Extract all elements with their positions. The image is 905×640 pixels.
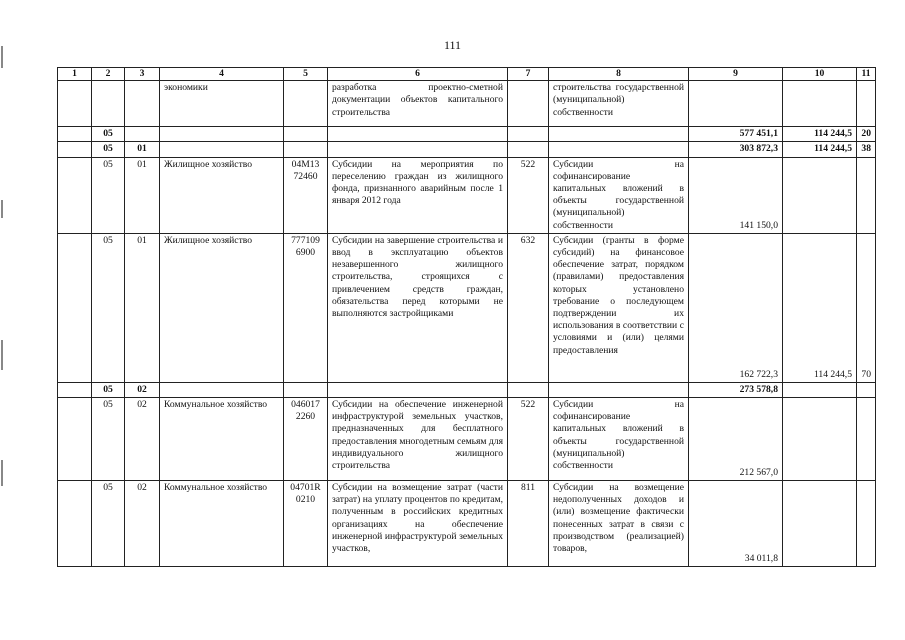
expense-type-text-cell: Субсидии на софинансирование капитальных вложений в объекты государственной (муниципальной) собственности [549, 398, 689, 481]
table-header-row [58, 68, 876, 81]
amount-2026-cell: 70 [857, 233, 876, 382]
amount-2024-cell: 577 451,1 [689, 127, 783, 142]
target-code-cell [284, 127, 328, 142]
sector-name-cell [160, 382, 284, 397]
table-row [58, 481, 876, 567]
expense-type-text-cell [549, 142, 689, 157]
purpose-text-cell: разработка проектно-сметной документации объектов капитального строительства [328, 81, 508, 127]
sector-name-cell: Жилищное хозяйство [160, 233, 284, 382]
expense-type-code-cell [508, 127, 549, 142]
header-cell: 10 [783, 68, 857, 81]
section-code-cell: 05 [92, 398, 125, 481]
header-cell: 3 [125, 68, 160, 81]
amount-2025-cell: 114 244,5 [783, 233, 857, 382]
amount-2024-cell: 212 567,0 [689, 398, 783, 481]
expense-type-code-cell [508, 382, 549, 397]
header-cell: 7 [508, 68, 549, 81]
amount-2025-cell [783, 481, 857, 567]
sector-name-cell [160, 127, 284, 142]
table-row [58, 142, 876, 157]
subsection-code-cell [125, 81, 160, 127]
amount-2026-cell: 38 [857, 142, 876, 157]
subsection-code-cell [125, 127, 160, 142]
amount-2026-cell [857, 481, 876, 567]
amount-2026-cell [857, 81, 876, 127]
binding-marks [0, 40, 6, 640]
purpose-text-cell [328, 142, 508, 157]
purpose-text-cell: Субсидии на обеспечение инженерной инфраструктурой земельных участков, предназначенных для бесплатного предоставления многодетным семьям для индивидуального жилищного строительства [328, 398, 508, 481]
section-code-cell [92, 81, 125, 127]
row-number-cell [58, 81, 92, 127]
purpose-text-cell [328, 382, 508, 397]
subsection-code-cell: 01 [125, 142, 160, 157]
expense-type-code-cell: 632 [508, 233, 549, 382]
subsection-code-cell: 02 [125, 481, 160, 567]
sector-name-cell: экономики [160, 81, 284, 127]
header-cell: 11 [857, 68, 876, 81]
table-row [58, 81, 876, 127]
purpose-text-cell: Субсидии на завершение строительства и ввод в эксплуатацию объектов незавершенного жилищного строительства, строящихся с привлечением средств граждан, обязательства перед которыми не выполняются застройщиками [328, 233, 508, 382]
row-number-cell [58, 398, 92, 481]
amount-2026-cell: 20 [857, 127, 876, 142]
expense-type-text-cell: строительства государственной (муниципальной) собственности [549, 81, 689, 127]
purpose-text-cell [328, 127, 508, 142]
row-number-cell [58, 382, 92, 397]
expense-type-text-cell [549, 382, 689, 397]
amount-2025-cell [783, 157, 857, 233]
expense-type-code-cell [508, 142, 549, 157]
sector-name-cell: Коммунальное хозяйство [160, 481, 284, 567]
row-number-cell [58, 233, 92, 382]
budget-table [57, 67, 876, 567]
amount-2025-cell: 114 244,5 [783, 127, 857, 142]
sector-name-cell: Коммунальное хозяйство [160, 398, 284, 481]
table-row [58, 127, 876, 142]
section-code-cell: 05 [92, 233, 125, 382]
header-cell: 9 [689, 68, 783, 81]
amount-2025-cell [783, 398, 857, 481]
header-cell: 1 [58, 68, 92, 81]
section-code-cell: 05 [92, 382, 125, 397]
expense-type-code-cell: 522 [508, 157, 549, 233]
expense-type-code-cell: 522 [508, 398, 549, 481]
table-row [58, 398, 876, 481]
amount-2024-cell [689, 81, 783, 127]
subsection-code-cell: 02 [125, 398, 160, 481]
expense-type-text-cell: Субсидии на возмещение недополученных доходов и (или) возмещение фактически понесенных затрат в связи с производством (реализацией) товаров, [549, 481, 689, 567]
amount-2026-cell [857, 398, 876, 481]
subsection-code-cell: 01 [125, 233, 160, 382]
header-cell: 6 [328, 68, 508, 81]
target-code-cell [284, 142, 328, 157]
sector-name-cell [160, 142, 284, 157]
amount-2025-cell [783, 81, 857, 127]
amount-2024-cell: 141 150,0 [689, 157, 783, 233]
amount-2024-cell: 273 578,8 [689, 382, 783, 397]
amount-2024-cell: 162 722,3 [689, 233, 783, 382]
amount-2025-cell [783, 382, 857, 397]
page-number: 111 [443, 38, 462, 52]
header-cell: 8 [549, 68, 689, 81]
header-cell: 2 [92, 68, 125, 81]
target-code-cell: 04701R 0210 [284, 481, 328, 567]
header-cell: 5 [284, 68, 328, 81]
row-number-cell [58, 127, 92, 142]
section-code-cell: 05 [92, 157, 125, 233]
target-code-cell: 046017 2260 [284, 398, 328, 481]
section-code-cell: 05 [92, 127, 125, 142]
table-row [58, 233, 876, 382]
target-code-cell [284, 382, 328, 397]
section-code-cell: 05 [92, 481, 125, 567]
subsection-code-cell: 01 [125, 157, 160, 233]
purpose-text-cell: Субсидии на возмещение затрат (части затрат) на уплату процентов по кредитам, полученным в российских кредитных организациях на обеспечение инженерной инфраструктурой земельных участков, [328, 481, 508, 567]
row-number-cell [58, 157, 92, 233]
expense-type-text-cell: Субсидии на софинансирование капитальных вложений в объекты государственной (муниципальной) собственности [549, 157, 689, 233]
target-code-cell [284, 81, 328, 127]
amount-2024-cell: 34 011,8 [689, 481, 783, 567]
sector-name-cell: Жилищное хозяйство [160, 157, 284, 233]
header-cell: 4 [160, 68, 284, 81]
row-number-cell [58, 481, 92, 567]
expense-type-text-cell [549, 127, 689, 142]
table-row [58, 382, 876, 397]
target-code-cell: 04М13 72460 [284, 157, 328, 233]
expense-type-text-cell: Субсидии (гранты в форме субсидий) на финансовое обеспечение затрат, порядком (правилами) предоставления которых установлено требование о последующем подтверждении их использования в соответствии с условиями и (или) целями предоставления [549, 233, 689, 382]
amount-2026-cell [857, 157, 876, 233]
table-row [58, 157, 876, 233]
row-number-cell [58, 142, 92, 157]
amount-2025-cell: 114 244,5 [783, 142, 857, 157]
section-code-cell: 05 [92, 142, 125, 157]
expense-type-code-cell: 811 [508, 481, 549, 567]
expense-type-code-cell [508, 81, 549, 127]
purpose-text-cell: Субсидии на мероприятия по переселению граждан из жилищного фонда, признанного аварийным после 1 января 2012 года [328, 157, 508, 233]
subsection-code-cell: 02 [125, 382, 160, 397]
amount-2024-cell: 303 872,3 [689, 142, 783, 157]
target-code-cell: 777109 6900 [284, 233, 328, 382]
amount-2026-cell [857, 382, 876, 397]
